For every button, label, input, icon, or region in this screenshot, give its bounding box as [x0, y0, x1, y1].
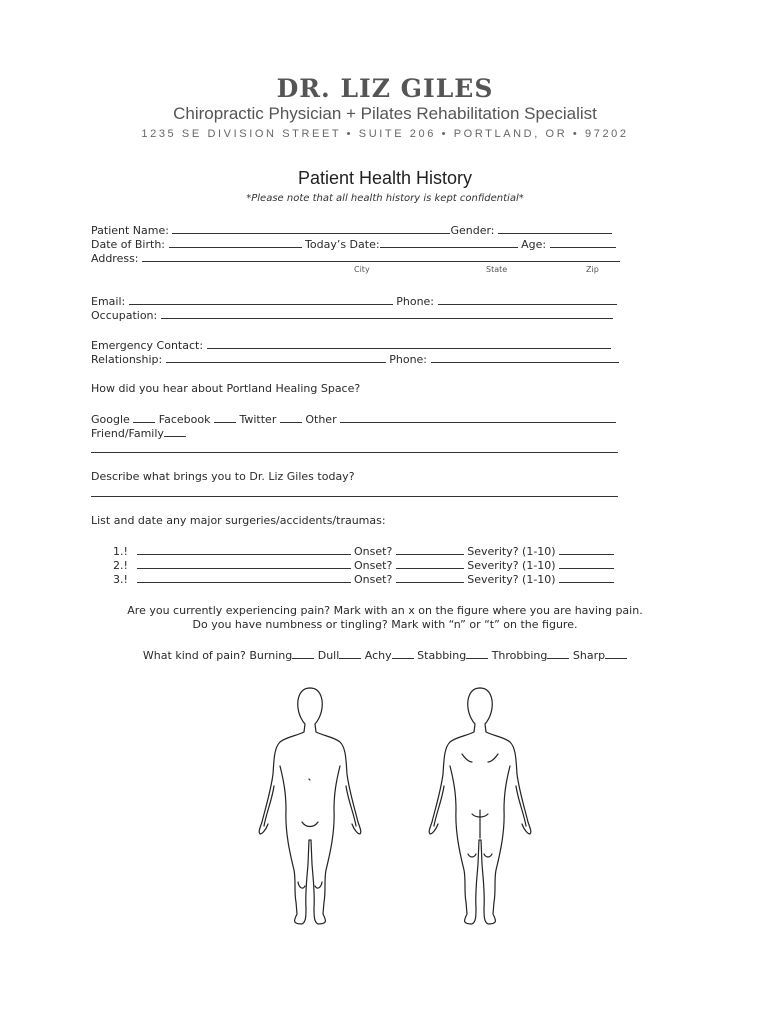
pain-type-label: Burning — [249, 649, 293, 662]
pain-type-field[interactable] — [547, 648, 569, 659]
severity-label: Severity? (1-10) — [467, 559, 556, 572]
email-label: Email: — [91, 295, 126, 308]
pain-type-label: Throbbing — [491, 649, 548, 662]
severity-field[interactable] — [559, 544, 614, 555]
practice-address: 1235 SE DIVISION STREET • SUITE 206 • PORTLAND, OR • 97202 — [141, 128, 629, 140]
occupation-label: Occupation: — [91, 309, 158, 322]
todays-date-label: Today’s Date: — [305, 238, 380, 251]
referral-question: How did you hear about Portland Healing Space? — [91, 382, 361, 395]
surgeries-question: List and date any major surgeries/accidents/traumas: — [91, 514, 386, 527]
onset-field[interactable] — [396, 558, 464, 569]
surgery-row-number: 1.! — [113, 545, 128, 558]
surgery-description-field[interactable] — [137, 572, 351, 583]
onset-label: Onset? — [354, 545, 393, 558]
pain-type-label: Stabbing — [417, 649, 467, 662]
relationship-label: Relationship: — [91, 353, 163, 366]
pain-type-label: Achy — [364, 649, 392, 662]
google-field[interactable] — [133, 412, 155, 423]
phone2-field[interactable] — [431, 352, 619, 363]
pain-type-label: Sharp — [572, 649, 606, 662]
severity-label: Severity? (1-10) — [467, 573, 556, 586]
age-field[interactable] — [550, 237, 616, 248]
dob-row — [91, 237, 616, 252]
emergency-contact-row — [91, 338, 611, 353]
gender-label: Gender: — [450, 224, 495, 237]
email-row — [91, 294, 617, 309]
onset-field[interactable] — [396, 544, 464, 555]
facebook-label: Facebook — [158, 413, 211, 426]
other-label: Other — [305, 413, 337, 426]
onset-field[interactable] — [396, 572, 464, 583]
friend-family-label: Friend/Family — [91, 427, 164, 440]
twitter-label: Twitter — [239, 413, 277, 426]
friend-family-row — [91, 426, 186, 441]
google-label: Google — [91, 413, 130, 426]
surgery-row — [113, 558, 614, 573]
pain-type-row — [0, 648, 770, 663]
relationship-field[interactable] — [166, 352, 386, 363]
pain-type-label: Dull — [317, 649, 340, 662]
age-label: Age: — [521, 238, 547, 251]
friend-family-field[interactable] — [164, 426, 186, 437]
doctor-name: DR. LIZ GILES — [276, 74, 494, 103]
phone-field[interactable] — [438, 294, 617, 305]
zip-caption: Zip — [586, 265, 599, 274]
todays-date-field[interactable] — [380, 237, 518, 248]
pain-type-field[interactable] — [466, 648, 488, 659]
phone2-label: Phone: — [389, 353, 428, 366]
doctor-specialty: Chiropractic Physician + Pilates Rehabilitation Specialist — [173, 104, 597, 123]
twitter-field[interactable] — [280, 412, 302, 423]
reason-question: Describe what brings you to Dr. Liz Giles today? — [91, 470, 355, 483]
occupation-field[interactable] — [161, 308, 613, 319]
reason-field[interactable] — [91, 496, 618, 497]
form-title: Patient Health History — [297, 168, 473, 188]
facebook-field[interactable] — [214, 412, 236, 423]
email-field[interactable] — [129, 294, 393, 305]
surgery-description-field[interactable] — [137, 544, 351, 555]
referral-extra-line[interactable] — [91, 452, 618, 453]
referral-options-row — [91, 412, 616, 427]
gender-field[interactable] — [498, 223, 612, 234]
body-figure-front[interactable] — [250, 682, 370, 930]
confidential-note: *Please note that all health history is kept confidential* — [246, 193, 524, 204]
emergency-contact-label: Emergency Contact: — [91, 339, 204, 352]
surgery-row-number: 2.! — [113, 559, 128, 572]
pain-type-field[interactable] — [392, 648, 414, 659]
dob-label: Date of Birth: — [91, 238, 166, 251]
onset-label: Onset? — [354, 559, 393, 572]
city-caption: City — [354, 265, 370, 274]
numbness-instruction: Do you have numbness or tingling? Mark with “n” or “t” on the figure. — [192, 618, 578, 631]
pain-kind-label: What kind of pain? — [142, 649, 246, 662]
state-caption: State — [486, 265, 508, 274]
surgery-row-number: 3.! — [113, 573, 128, 586]
pain-instruction: Are you currently experiencing pain? Mark with an x on the figure where you are having pain. — [127, 604, 643, 617]
onset-label: Onset? — [354, 573, 393, 586]
patient-name-field[interactable] — [172, 223, 450, 234]
occupation-row — [91, 308, 613, 323]
body-figure-back[interactable] — [420, 682, 540, 930]
severity-field[interactable] — [559, 572, 614, 583]
surgery-row — [113, 572, 614, 587]
pain-type-field[interactable] — [605, 648, 627, 659]
dob-field[interactable] — [169, 237, 302, 248]
pain-type-field[interactable] — [339, 648, 361, 659]
surgery-row — [113, 544, 614, 559]
address-row — [91, 251, 620, 266]
pain-type-field[interactable] — [292, 648, 314, 659]
emergency-contact-field[interactable] — [207, 338, 611, 349]
relationship-row — [91, 352, 619, 367]
severity-field[interactable] — [559, 558, 614, 569]
address-label: Address: — [91, 252, 139, 265]
patient-name-row — [91, 223, 612, 238]
phone-label: Phone: — [396, 295, 435, 308]
severity-label: Severity? (1-10) — [467, 545, 556, 558]
surgery-description-field[interactable] — [137, 558, 351, 569]
patient-name-label: Patient Name: — [91, 224, 169, 237]
other-field[interactable] — [340, 412, 616, 423]
address-field[interactable] — [142, 251, 620, 262]
